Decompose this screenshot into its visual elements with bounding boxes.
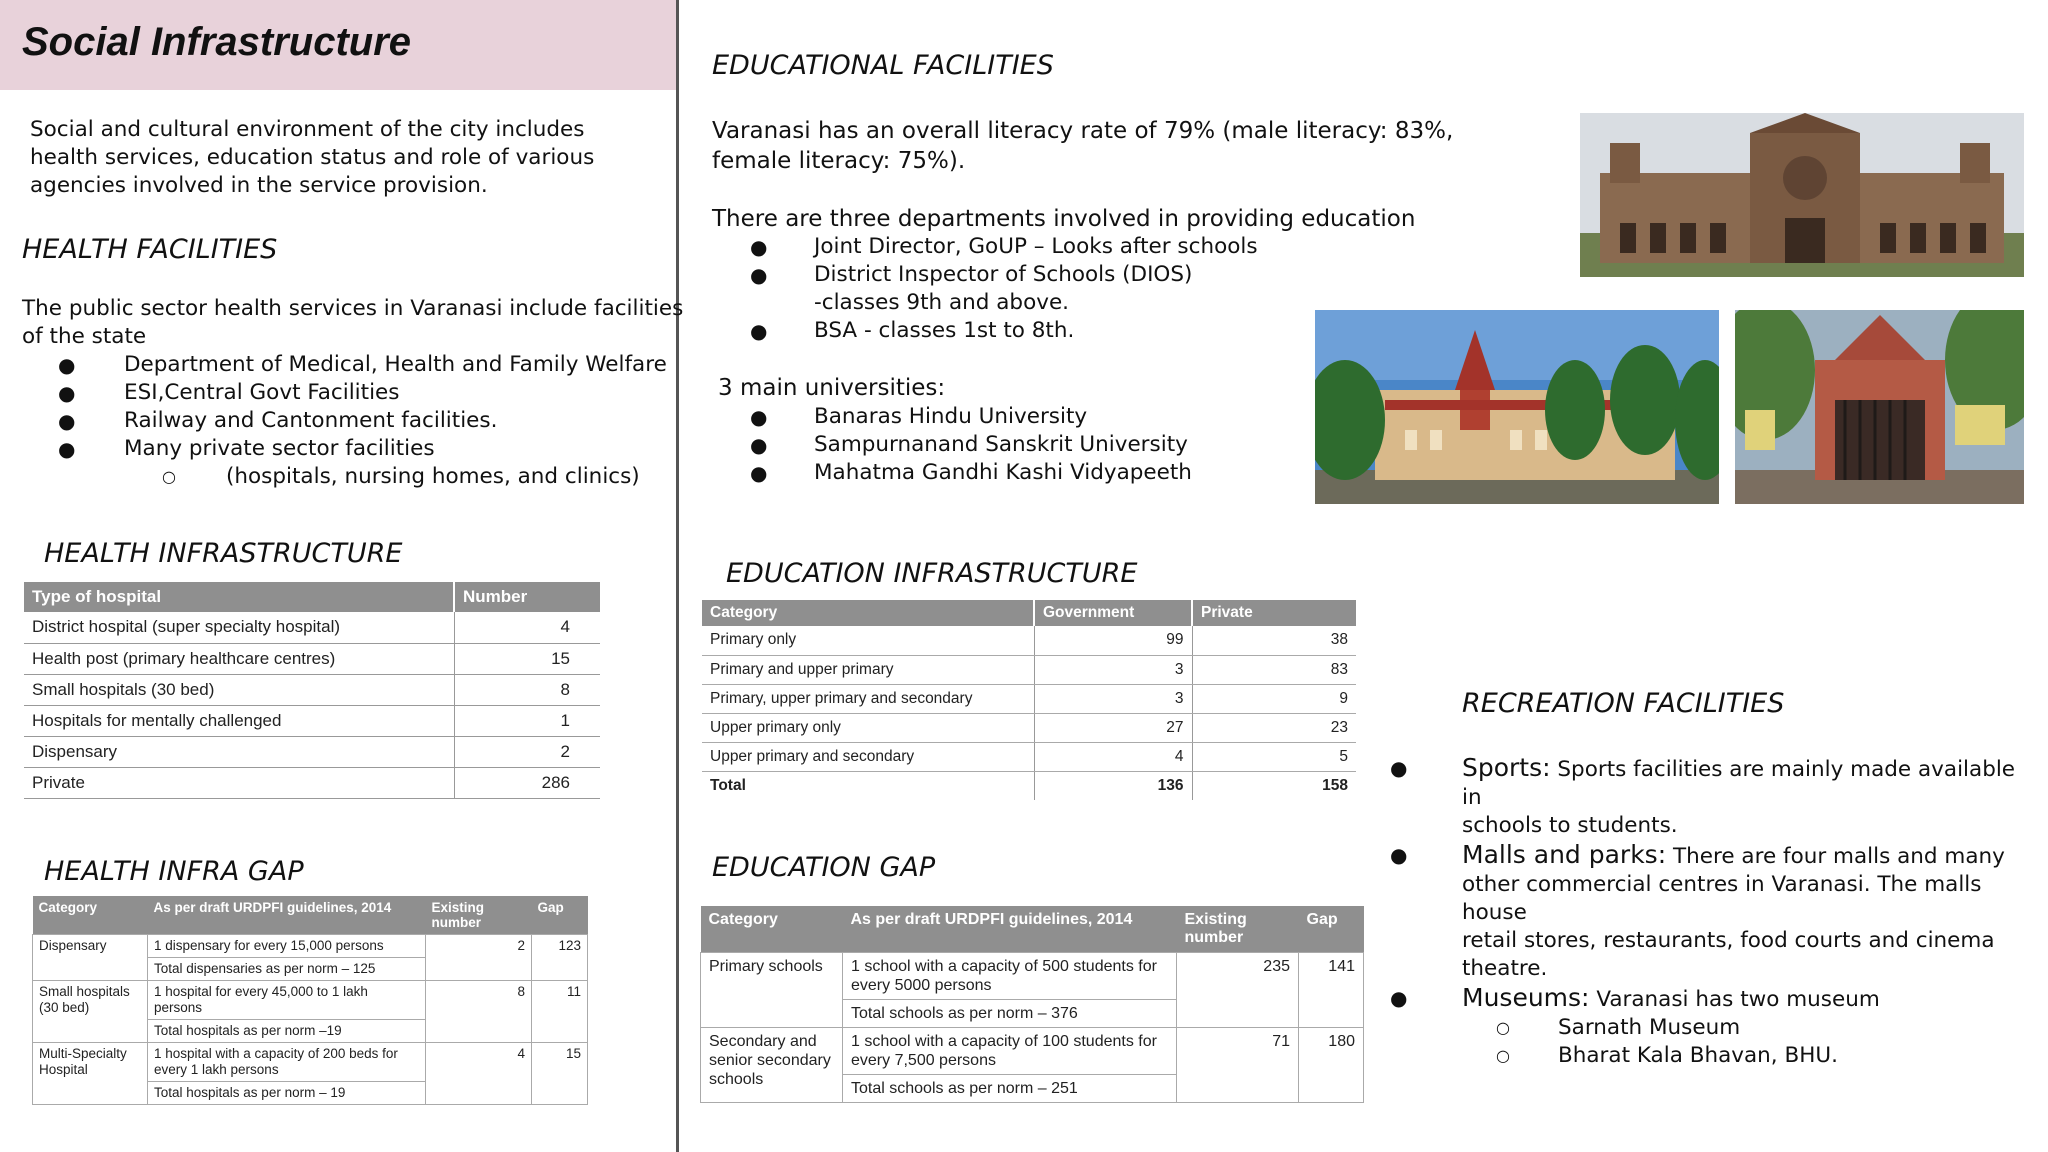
column-header: Type of hospital [24, 582, 454, 612]
list-sub-item: ○ Bharat Kala Bhavan, BHU. [1496, 1043, 1838, 1068]
table-row: Upper primary and secondary 4 5 [702, 742, 1356, 771]
list-item: ● Railway and Cantonment facilities. [58, 408, 498, 433]
bhu-campus-photo [1315, 310, 1719, 504]
health-infra-gap-table [32, 896, 588, 1105]
recreation-list [1390, 754, 2040, 1070]
list-item: ● Sports: Sports facilities are mainly made available in schools to students. [1390, 753, 2016, 838]
column-header: Gap [1299, 906, 1364, 953]
page-title: Social Infrastructure [22, 20, 412, 64]
column-header: Gap [532, 896, 588, 935]
list-item: ● District Inspector of Schools (DIOS) [750, 262, 1193, 287]
column-header: Existing number [426, 896, 532, 935]
list-item: ● Department of Medical, Health and Family Welfare [58, 352, 667, 377]
table-header-row [24, 582, 600, 612]
departments-lead: There are three departments involved in providing education [712, 206, 1416, 232]
educational-facilities-heading: EDUCATIONAL FACILITIES [712, 50, 1054, 81]
table-total-row: Total 136 158 [702, 771, 1356, 800]
table-row: Multi-Specialty Hospital 1 hospital with a capacity of 200 beds for every 1 lakh persons 4 15 [33, 1043, 588, 1082]
health-facilities-heading: HEALTH FACILITIES [22, 234, 278, 265]
list-item: ● Joint Director, GoUP – Looks after schools [750, 234, 1258, 259]
universities-lead: 3 main universities: [718, 375, 946, 401]
table-row: Small hospitals (30 bed) 1 hospital for every 45,000 to 1 lakh persons 8 11 [33, 981, 588, 1020]
education-gap-table [700, 906, 1364, 1103]
intro-text: Social and cultural environment of the city includes health services, education status and role of various agencies involved in the service provision. [30, 117, 595, 198]
table-row: Health post (primary healthcare centres) 15 [24, 643, 600, 674]
health-infrastructure-heading: HEALTH INFRASTRUCTURE [44, 538, 403, 569]
table-row: Dispensary 1 dispensary for every 15,000 persons 2 123 [33, 935, 588, 958]
education-infrastructure-table [702, 600, 1356, 800]
list-item: ● Many private sector facilities [58, 436, 435, 461]
list-item: ● Banaras Hindu University [750, 404, 1088, 429]
list-item: ● Malls and parks: There are four malls and many other commercial centres in Varanasi. The malls house retail stores, restaurants, food courts and cinema theatre. [1390, 840, 2005, 981]
departments-list [750, 233, 1310, 345]
column-header: Private [1192, 600, 1356, 626]
list-item: ● BSA - classes 1st to 8th. [750, 318, 1075, 343]
list-item: ● Mahatma Gandhi Kashi Vidyapeeth [750, 460, 1192, 485]
table-row: Total dispensaries as per norm – 125 [33, 958, 588, 981]
column-header: Number [454, 582, 600, 612]
literacy-text: Varanasi has an overall literacy rate of 79% (male literacy: 83%, female literacy: 75%). [712, 118, 1454, 174]
list-item: ● ESI,Central Govt Facilities [58, 380, 400, 405]
education-gap-heading: EDUCATION GAP [712, 852, 936, 883]
education-infrastructure-heading: EDUCATION INFRASTRUCTURE [726, 558, 1138, 589]
table-row: Secondary and senior secondary schools 1 school with a capacity of 100 students for every 7,500 persons 71 180 [701, 1028, 1364, 1075]
column-divider [676, 0, 679, 1152]
table-row: Dispensary 2 [24, 736, 600, 767]
table-row: Upper primary only 27 23 [702, 713, 1356, 742]
column-header: Category [702, 600, 1034, 626]
universities-list [750, 403, 1250, 487]
recreation-heading: RECREATION FACILITIES [1462, 688, 1785, 719]
table-header-row [33, 896, 588, 935]
table-row: Hospitals for mentally challenged 1 [24, 705, 600, 736]
table-row: Private 286 [24, 767, 600, 798]
table-row: Primary only 99 38 [702, 626, 1356, 655]
table-row: District hospital (super specialty hospital) 4 [24, 612, 600, 643]
health-facilities-lead: The public sector health services in Varanasi include facilities of the state [22, 296, 684, 349]
column-header: Category [701, 906, 843, 953]
table-row: Small hospitals (30 bed) 8 [24, 674, 600, 705]
table-row: Total hospitals as per norm –19 [33, 1020, 588, 1043]
table-row: Total hospitals as per norm – 19 [33, 1082, 588, 1105]
university-gate-photo [1735, 310, 2024, 504]
table-header-row [702, 600, 1356, 626]
column-header: Existing number [1177, 906, 1299, 953]
table-row: Total schools as per norm – 251 [701, 1075, 1364, 1103]
table-row: Primary, upper primary and secondary 3 9 [702, 684, 1356, 713]
column-header: Category [33, 896, 148, 935]
table-row: Primary and upper primary 3 83 [702, 655, 1356, 684]
table-row: Primary schools 1 school with a capacity of 500 students for every 5000 persons 235 141 [701, 953, 1364, 1000]
list-sub-item: ○ (hospitals, nursing homes, and clinics) [162, 464, 640, 489]
list-sub-item: ○ Sarnath Museum [1496, 1015, 1741, 1040]
health-infra-gap-heading: HEALTH INFRA GAP [44, 856, 304, 887]
list-item-continued: -classes 9th and above. [814, 290, 1070, 315]
column-header: As per draft URDPFI guidelines, 2014 [843, 906, 1177, 953]
column-header: As per draft URDPFI guidelines, 2014 [148, 896, 426, 935]
health-infrastructure-table [24, 582, 600, 799]
table-header-row [701, 906, 1364, 953]
column-header: Government [1034, 600, 1192, 626]
table-row: Total schools as per norm – 376 [701, 1000, 1364, 1028]
list-item: ● Museums: Varanasi has two museum [1390, 983, 1880, 1012]
list-item: ● Sampurnanand Sanskrit University [750, 432, 1188, 457]
health-facilities-list [58, 351, 678, 491]
university-building-photo [1580, 113, 2024, 277]
